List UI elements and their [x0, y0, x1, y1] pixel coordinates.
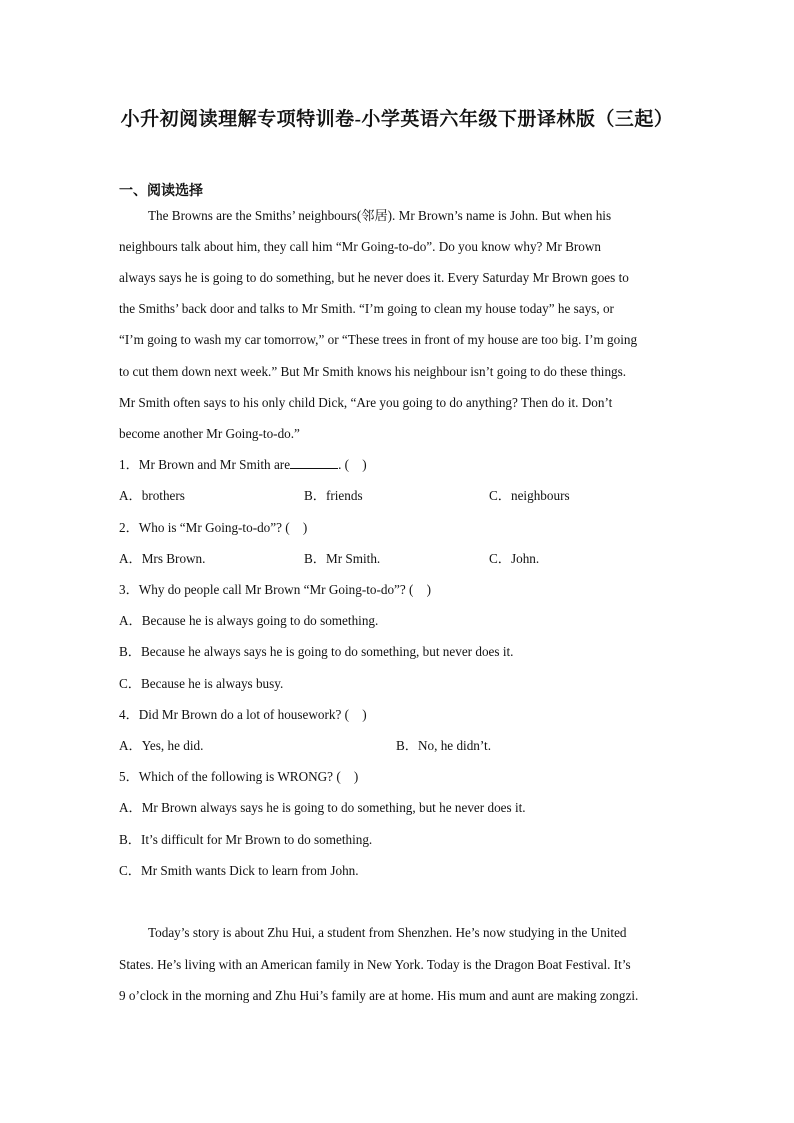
question-3-stem: 3．Why do people call Mr Brown “Mr Going-to-do”? ( ): [119, 582, 432, 597]
passage1-line: Mr Smith often says to his only child Dick, “Are you going to do anything? Then do it. Don’t: [119, 395, 613, 410]
passage1-line: become another Mr Going-to-do.”: [119, 426, 300, 441]
question-3-option-c: C．Because he is always busy.: [119, 676, 284, 691]
section-heading: 一、阅读选择: [119, 184, 203, 199]
passage1-line: the Smiths’ back door and talks to Mr Smith. “I’m going to clean my house today” he says, or: [119, 301, 614, 316]
passage2-line: States. He’s living with an American family in New York. Today is the Dragon Boat Festival. It’s: [119, 957, 631, 972]
question-3-option-b: B．Because he always says he is going to do something, but never does it.: [119, 644, 514, 659]
passage2-line: Today’s story is about Zhu Hui, a student from Shenzhen. He’s now studying in the United: [148, 925, 627, 940]
question-4-stem: 4．Did Mr Brown do a lot of housework? ( ): [119, 707, 367, 722]
question-1-option-b: B．friends: [304, 488, 363, 503]
passage1-line: always says he is going to do something, but he never does it. Every Saturday Mr Brown goes to: [119, 270, 629, 285]
question-4-option-a: A．Yes, he did.: [119, 738, 204, 753]
passage1-line: “I’m going to wash my car tomorrow,” or “These trees in front of my house are too big. I’m going: [119, 332, 638, 347]
question-5-stem: 5．Which of the following is WRONG? ( ): [119, 769, 359, 784]
answer-blank: [290, 456, 338, 469]
question-2-option-c: C．John.: [489, 551, 540, 566]
question-2-option-b: B．Mr Smith.: [304, 551, 381, 566]
question-2-option-a: A．Mrs Brown.: [119, 551, 206, 566]
passage2-line: 9 o’clock in the morning and Zhu Hui’s family are at home. His mum and aunt are making zongzi.: [119, 988, 639, 1003]
question-5-option-a: A．Mr Brown always says he is going to do something, but he never does it.: [119, 800, 526, 815]
question-1-bracket: . ( ): [338, 457, 367, 472]
question-2-stem: 2．Who is “Mr Going-to-do”? ( ): [119, 520, 308, 535]
passage1-line: The Browns are the Smiths’ neighbours(邻居). Mr Brown’s name is John. But when his: [148, 208, 612, 223]
question-4-option-b: B．No, he didn’t.: [396, 738, 491, 753]
question-1-stem: [119, 455, 367, 475]
page-title: 小升初阅读理解专项特训卷-小学英语六年级下册译林版（三起）: [120, 109, 674, 130]
question-5-option-c: C．Mr Smith wants Dick to learn from John.: [119, 863, 359, 878]
question-1-option-c: C．neighbours: [489, 488, 570, 503]
passage1-line: neighbours talk about him, they call him “Mr Going-to-do”. Do you know why? Mr Brown: [119, 239, 602, 254]
question-1-option-a: A．brothers: [119, 488, 185, 503]
question-1-text: 1．Mr Brown and Mr Smith are: [119, 457, 291, 472]
passage1-line: to cut them down next week.” But Mr Smith knows his neighbour isn’t going to do these things.: [119, 364, 627, 379]
question-5-option-b: B．It’s difficult for Mr Brown to do something.: [119, 832, 373, 847]
question-3-option-a: A．Because he is always going to do something.: [119, 613, 379, 628]
